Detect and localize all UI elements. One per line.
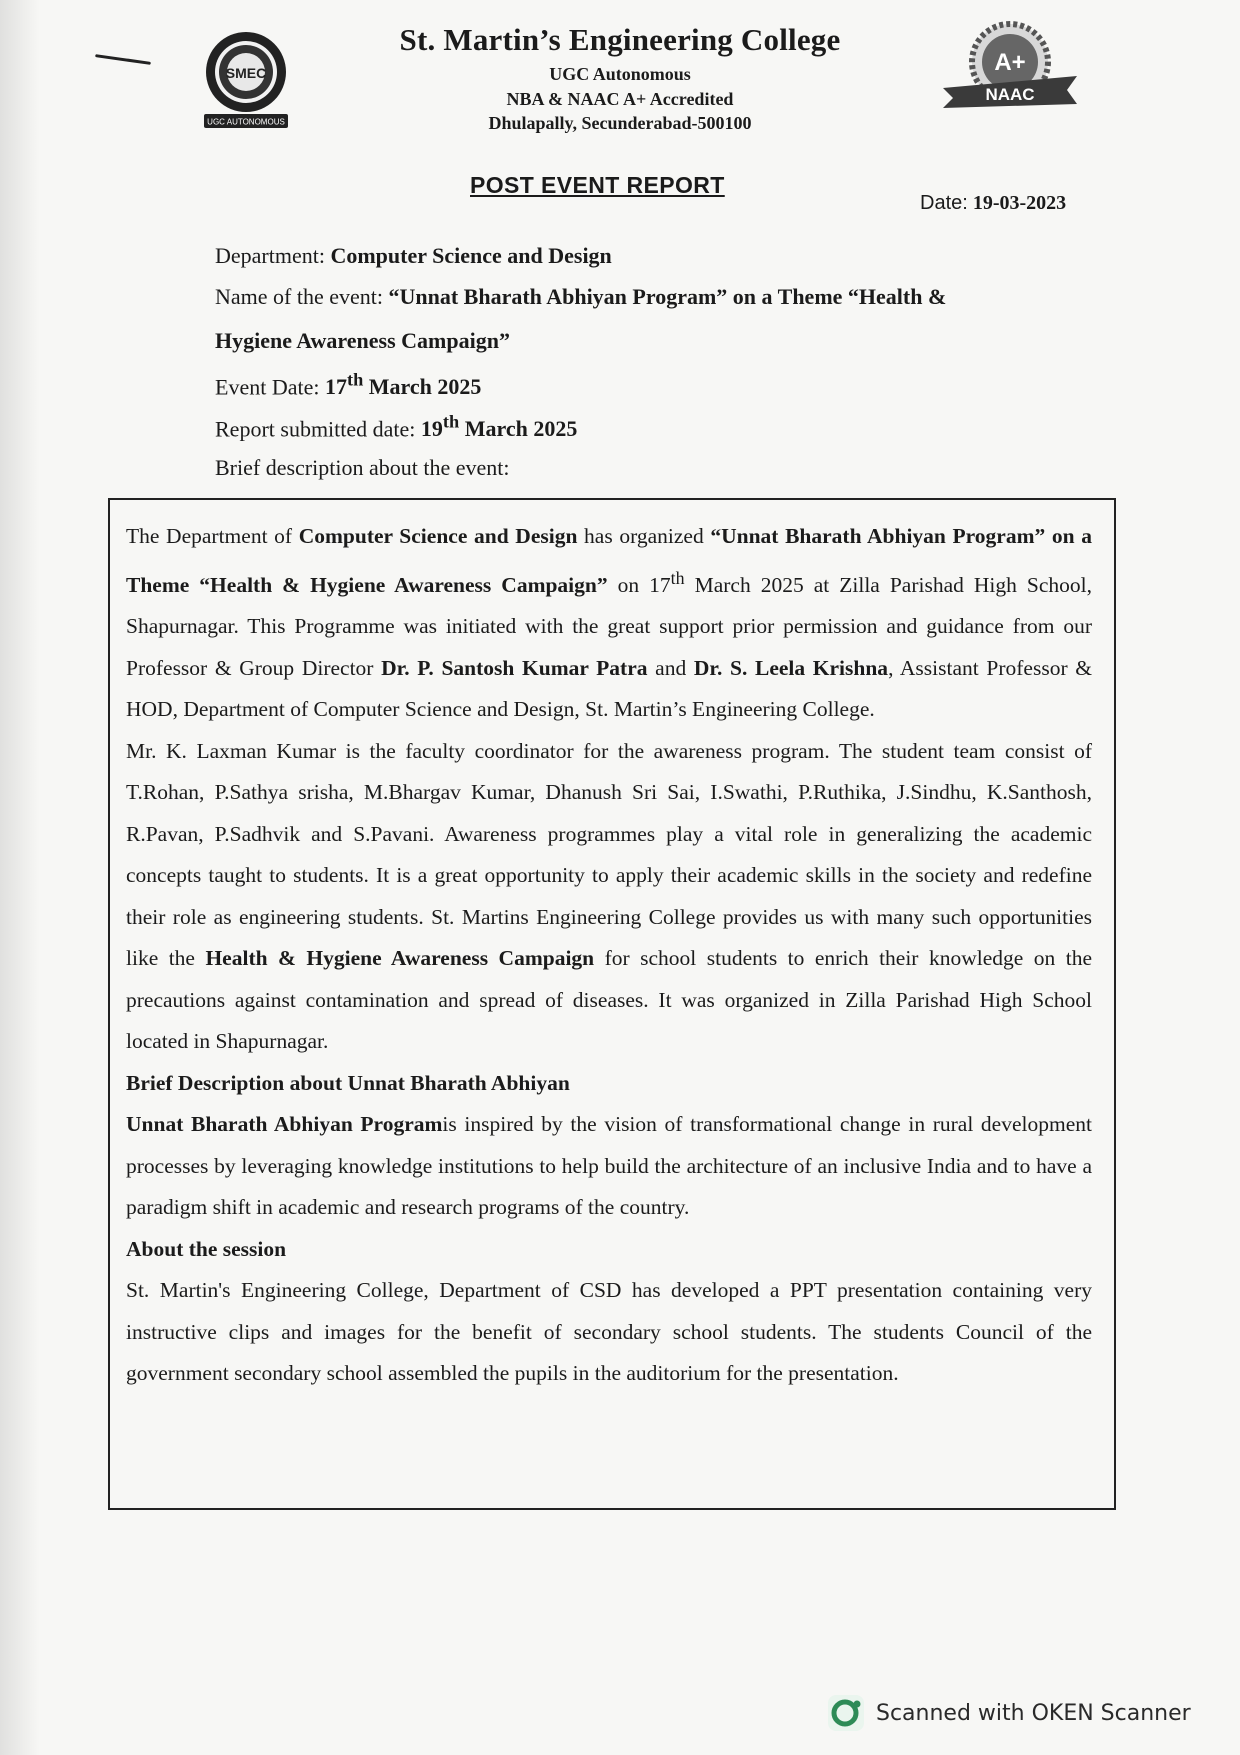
department-field <box>215 243 612 269</box>
logo-left-text: SMEC <box>225 65 267 81</box>
pen-mark <box>95 54 151 65</box>
date-value: 19-03-2023 <box>972 192 1067 214</box>
event-date-rest: March 2025 <box>363 374 482 400</box>
paragraph-intro: The Department of Computer Science and Design has organized “Unnat Bharath Abhiyan Program” on a Theme “Health & Hygiene Awareness Campaign” on 17th March 2025 at Zilla Parishad High School, Shapurnagar. This Programme was initiated with the great support prior permission and guidance from our Professor & Group Director Dr. P. Santosh Kumar Patra and Dr. S. Leela Krishna, Assistant Professor & HOD, Department of Computer Science and Design, St. Martin’s Engineering College. <box>126 524 1092 722</box>
event-name-value-line1: “Unnat Bharath Abhiyan Program” on a Theme “Health & <box>388 284 947 309</box>
paragraph-team: Mr. K. Laxman Kumar is the faculty coordinator for the awareness program. The student team consist of T.Rohan, P.Sathya srisha, M.Bhargav Kumar, Dhanush Sri Sai, I.Swathi, P.Ruthika, J.Sindhu, K.Santhosh, R.Pavan, P.Sadhvik and S.Pavani. Awareness programmes play a vital role in generalizing the academic concepts taught to students. It is a great opportunity to apply their academic skills in the society and redefine their role as engineering students. St. Martins Engineering College provides us with many such opportunities like the Health & Hygiene Awareness Campaign for school students to enrich their knowledge on the precautions against contamination and spread of diseases. It was organized in Zilla Parishad High School located in Shapurnagar. <box>126 738 1092 1054</box>
event-name-label: Name of the event: <box>215 284 389 309</box>
naac-badge-icon <box>935 18 1085 118</box>
logo-left-band: UGC AUTONOMOUS <box>207 117 285 127</box>
college-name: St. Martin’s Engineering College <box>399 22 841 57</box>
event-date-day: 17 <box>324 374 347 400</box>
scanner-watermark <box>828 1693 1191 1733</box>
event-name-field-cont <box>215 328 510 354</box>
scanner-text: Scanned with OKEN Scanner <box>876 1700 1191 1726</box>
event-date-field <box>215 370 481 400</box>
event-date-sup: th <box>346 370 364 390</box>
submitted-rest: March 2025 <box>459 416 578 442</box>
naac-label: NAAC <box>985 85 1035 104</box>
naac-grade: A+ <box>994 49 1026 76</box>
event-name-field <box>215 284 946 310</box>
oken-scanner-icon <box>828 1695 864 1731</box>
submitted-label: Report submitted date: <box>215 416 421 442</box>
college-address: Dhulapally, Secunderabad-500100 <box>488 113 752 133</box>
brief-label: Brief description about the event: <box>215 455 510 480</box>
submitted-sup: th <box>442 412 460 432</box>
college-logo-icon <box>200 28 292 132</box>
event-date-label: Event Date: <box>215 374 325 400</box>
date-label: Date: <box>920 192 968 214</box>
event-name-value-line2: Hygiene Awareness Campaign” <box>215 328 510 353</box>
heading-session: About the session <box>126 1236 287 1261</box>
department-label: Department: <box>215 243 331 268</box>
scan-edge-shadow <box>0 0 40 1755</box>
college-status: UGC Autonomous <box>549 64 691 84</box>
heading-about-uba: Brief Description about Unnat Bharath Abhiyan <box>126 1070 570 1095</box>
submitted-day: 19 <box>420 416 443 442</box>
college-accreditation: NBA & NAAC A+ Accredited <box>506 89 734 109</box>
report-date <box>920 192 1066 215</box>
paragraph-session: St. Martin's Engineering College, Department of CSD has developed a PPT presentation containing very instructive clips and images for the benefit of secondary school students. The students Council of the government secondary school assembled the pupils in the auditorium for the presentation. <box>126 1278 1092 1386</box>
paragraph-uba: Unnat Bharath Abhiyan Programis inspired by the vision of transformational change in rural development processes by leveraging knowledge institutions to help build the architecture of an inclusive India and to have a paradigm shift in academic and research programs of the country. <box>126 1112 1092 1220</box>
description-box <box>108 498 1116 1510</box>
submitted-date-field <box>215 412 577 442</box>
department-value: Computer Science and Design <box>330 243 612 268</box>
report-title: POST EVENT REPORT <box>470 172 725 198</box>
